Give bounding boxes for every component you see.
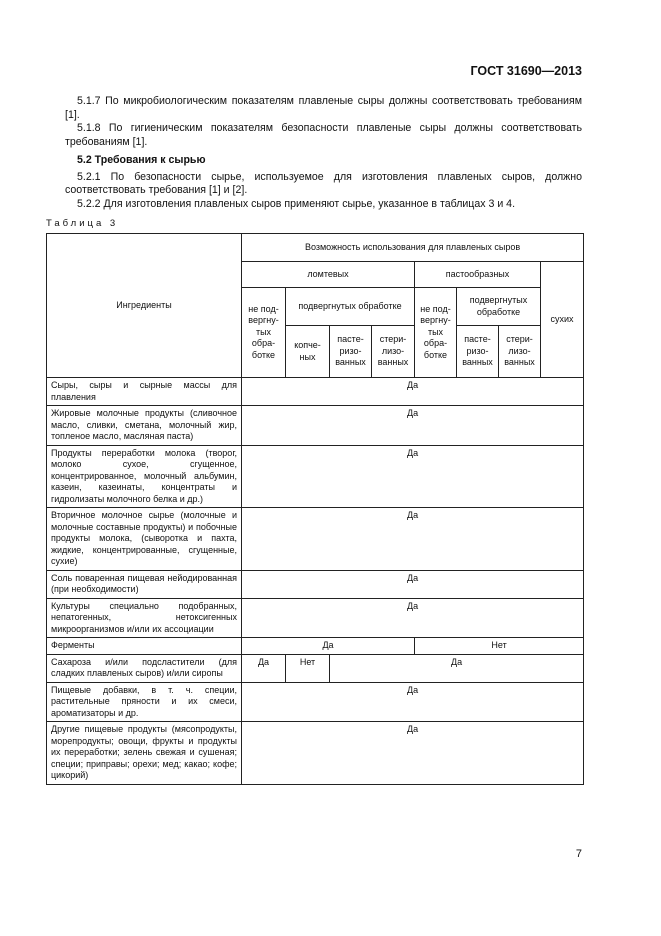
table-row: [47, 445, 584, 508]
header-not-processed-pasty: не под-вергну-тых обра-ботке: [415, 288, 457, 378]
row-value: Да: [242, 378, 584, 406]
table-row: [47, 508, 584, 571]
row-value: Да: [242, 722, 584, 785]
row-value: Да: [242, 406, 584, 446]
row-value-not-processed: Да: [242, 654, 286, 682]
table-row: [47, 682, 584, 722]
header-pasteurized: пасте-ризо-ванных: [330, 326, 372, 378]
table-row: [47, 654, 584, 682]
table-3: [46, 233, 584, 785]
header-possibility: Возможность использования для плавленых сыров: [242, 234, 584, 262]
row-value: Да: [242, 682, 584, 722]
paragraph-5-2-1: 5.2.1 По безопасности сырье, используемое для изготовления плавленых сыров, должно соответствовать требования [1] и [2].: [65, 170, 582, 196]
table-row: [47, 722, 584, 785]
table-row: [47, 598, 584, 638]
row-value: Да: [242, 508, 584, 571]
document-standard-number: ГОСТ 31690—2013: [470, 64, 582, 78]
table-row: [47, 406, 584, 446]
row-ingredient: Ферменты: [47, 638, 242, 655]
header-subjected-pasty: подвергнутых обработке: [457, 288, 541, 326]
body-text: [65, 95, 582, 211]
table-label: Таблица 3: [46, 218, 119, 229]
row-ingredient: Продукты переработки молока (творог, молоко сухое, сгущенное, концентрированное, молочный альбумин, казеин, казеинаты, концентраты и гидролизаты молочного белка и др.): [47, 445, 242, 508]
row-ingredient: Культуры специально подобранных, непатогенных, нетоксигенных микроорганизмов и/или их ассоциации: [47, 598, 242, 638]
row-ingredient: Сахароза и/или подсластители (для сладких плавленых сыров) и/или сиропы: [47, 654, 242, 682]
header-sterilized: стери-лизо-ванных: [372, 326, 415, 378]
table-row: [47, 638, 584, 655]
header-slicing: ломтевых: [242, 262, 415, 288]
table-row: [47, 378, 584, 406]
header-sterilized-pasty: стери-лизо-ванных: [499, 326, 541, 378]
row-value-other: Нет: [415, 638, 584, 655]
header-smoked: копче-ных: [286, 326, 330, 378]
header-dry: сухих: [541, 262, 584, 378]
paragraph-5-1-8: 5.1.8 По гигиеническим показателям безопасности плавленые сыры должны соответствовать требованиям [1].: [65, 122, 582, 148]
row-ingredient: Сыры, сыры и сырные массы для плавления: [47, 378, 242, 406]
header-pasteurized-pasty: пасте-ризо-ванных: [457, 326, 499, 378]
row-ingredient: Вторичное молочное сырье (молочные и молочные составные продукты) и побочные продукты молока, (сыворотка и пахта, жидкие, концентрированные, сгущенные, сухие): [47, 508, 242, 571]
row-value: Да: [242, 445, 584, 508]
row-ingredient: Соль поваренная пищевая нейодированная (при необходимости): [47, 570, 242, 598]
header-ingredients: Ингредиенты: [47, 234, 242, 378]
header-not-processed: не под-вергну-тых обра-ботке: [242, 288, 286, 378]
table-row: [47, 570, 584, 598]
section-heading-5-2: 5.2 Требования к сырью: [77, 154, 206, 166]
page-number: 7: [575, 848, 582, 860]
row-value-slicing: Да: [242, 638, 415, 655]
paragraph-5-1-7: 5.1.7 По микробиологическим показателям плавленые сыры должны соответствовать требованиям [1].: [65, 95, 582, 121]
header-pasty: пастообразных: [415, 262, 541, 288]
row-value-other: Да: [330, 654, 584, 682]
row-value: Да: [242, 570, 584, 598]
row-ingredient: Другие пищевые продукты (мясопродукты, морепродукты; овощи, фрукты и продукты их переработки; зелень свежая и сушеная; специи; приправы; орехи; мед; какао; кофе; цикорий): [47, 722, 242, 785]
row-value-smoked: Нет: [286, 654, 330, 682]
row-ingredient: Жировые молочные продукты (сливочное масло, сливки, сметана, молочный жир, топленое масло, масляная паста): [47, 406, 242, 446]
paragraph-5-2-2: 5.2.2 Для изготовления плавленых сыров применяют сырье, указанное в таблицах 3 и 4.: [77, 197, 516, 210]
row-ingredient: Пищевые добавки, в т. ч. специи, растительные пряности и их смеси, ароматизаторы и др.: [47, 682, 242, 722]
row-value: Да: [242, 598, 584, 638]
header-subjected: подвергнутых обработке: [286, 288, 415, 326]
